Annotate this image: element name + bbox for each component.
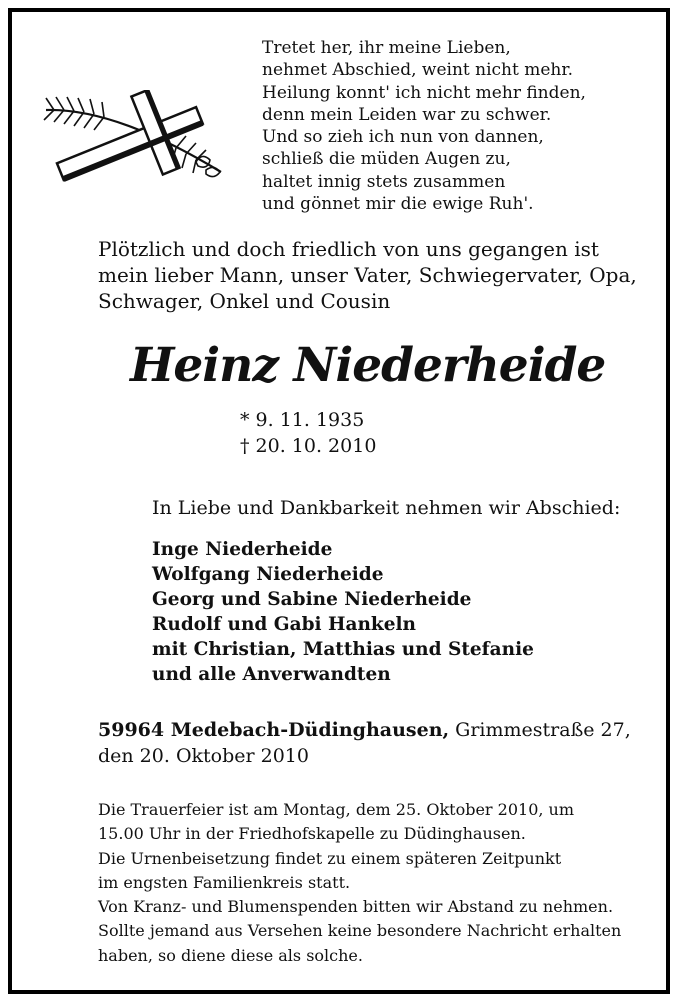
mourner: Inge Niederheide [152,539,333,560]
address-line [98,717,631,743]
mourner: und alle Anverwandten [152,664,391,685]
cross-with-palm-branch-icon [36,90,226,190]
intro-line: Plötzlich und doch friedlich von uns gegangen ist [98,237,599,261]
poem [262,37,586,215]
address-street: Grimmestraße 27, [449,719,631,741]
notice-line: 15.00 Uhr in der Friedhofskapelle zu Düdinghausen. [98,824,526,844]
notice-line: haben, so diene diese als solche. [98,945,363,965]
poem-line: Tretet her, ihr meine Lieben, [262,38,511,58]
poem-line: nehmet Abschied, weint nicht mehr. [262,60,574,81]
mourner: Rudolf und Gabi Hankeln [152,614,416,635]
intro-text [98,236,658,314]
notice-line: Die Trauerfeier ist am Montag, dem 25. Oktober 2010, um [98,800,575,819]
obituary-card [8,8,670,994]
poem-line: und gönnet mir die ewige Ruh'. [262,194,534,215]
funeral-notice [98,798,621,968]
intro-line: Schwager, Onkel und Cousin [98,289,391,313]
deceased-name: Heinz Niederheide [130,338,606,393]
address-place: 59964 Medebach-Düdinghausen, [98,719,450,741]
notice-line: Von Kranz- und Blumenspenden bitten wir Abstand zu nehmen. [98,897,614,917]
mourner: mit Christian, Matthias und Stefanie [152,639,534,660]
birth-date: * 9. 11. 1935 [240,409,365,431]
address-block [98,717,631,769]
death-date: † 20. 10. 2010 [240,435,377,457]
intro-line: mein lieber Mann, unser Vater, Schwiegervater, Opa, [98,263,637,287]
poem-line: Und so zieh ich nun von dannen, [262,127,544,148]
cross-icon [44,90,215,190]
notice-line: Sollte jemand aus Versehen keine besondere Nachricht erhalten [98,921,622,941]
farewell-line: In Liebe und Dankbarkeit nehmen wir Abschied: [152,497,621,519]
notice-line: Die Urnenbeisetzung findet zu einem späteren Zeitpunkt [98,848,562,868]
address-date: den 20. Oktober 2010 [98,745,309,767]
mourner: Georg und Sabine Niederheide [152,589,472,610]
mourners-list [152,537,534,687]
poem-line: haltet innig stets zusammen [262,171,506,192]
poem-line: Heilung konnt' ich nicht mehr finden, [262,82,586,103]
poem-line: schließ die müden Augen zu, [262,149,511,170]
mourner: Wolfgang Niederheide [152,564,384,585]
notice-line: im engsten Familienkreis statt. [98,872,351,892]
poem-line: denn mein Leiden war zu schwer. [262,104,552,125]
life-dates [240,407,376,459]
